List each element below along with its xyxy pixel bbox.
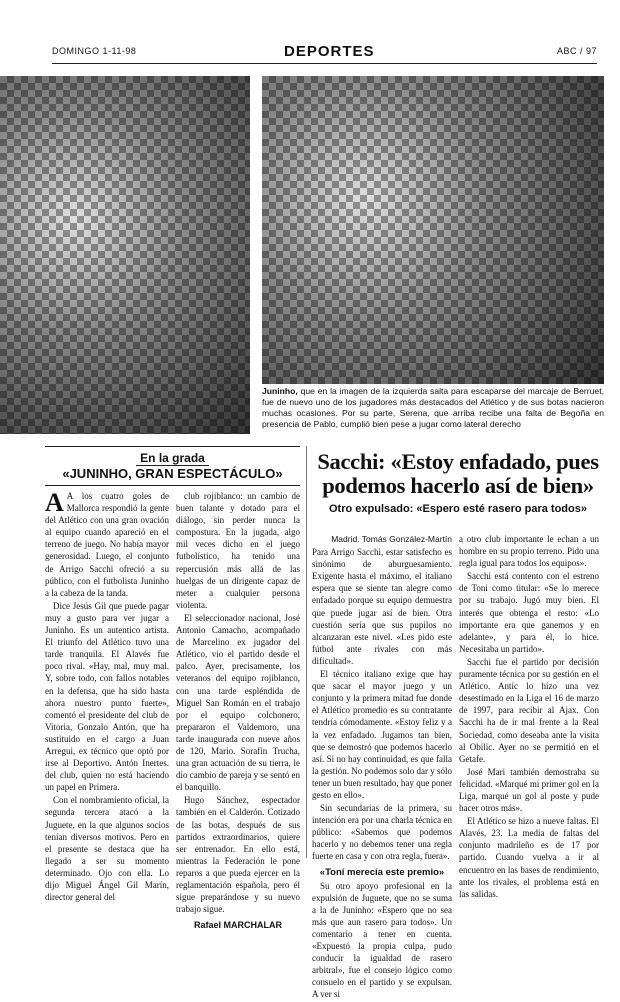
paragraph: club rojiblanco: un cambio de buen talante y dotado para el diálogo, sin perder nunca la compostura. En la jugada, algo mil veces dicho en el juego futbolístico, ha tenido una repercusión más allá de las huelgas de un dirigente capaz de meter a cualquier persona violenta. [176, 491, 300, 610]
author-signature: Rafael MARCHALAR [193, 920, 282, 931]
sidebar-column-2 [176, 490, 300, 932]
article-subheadline: Otro expulsado: «Espero esté rasero para todos» [329, 503, 587, 515]
issue-date: DOMINGO 1-11-98 [52, 46, 137, 56]
paragraph: Su otro apoyo profesional en la expulsión de Juguete, que no se suma a la de Juninho: «Espero que no sea más que aun rasero para todos». Un comentario a tener en cuenta. «Expuestó la propia culpa, pudo conducir la igualdad de rasero arbitral», fue el consejo lógico como consuelo en el partido y se expulsan. A ver si [312, 880, 452, 1000]
paragraph: El seleccionador nacional, José Antonio Camacho, acompañado de Marcelino ex jugador del Atlético, vio el partido desde el palco. Ayer, precisamente, los veteranos del equipo rojiblanco, con una tarde espléndida de Miguel San Román en el trabajo por el equipo colchonero, prepararon el Valdemoro, una tarde inaugurada con nueve años de 120, Mario. Sorafín Trucha, una gran actuación de su tierra, le dio cambio de pareja y se sentó en el banquillo. [176, 612, 300, 793]
paragraph [45, 490, 169, 599]
sidebar-column-1 [45, 490, 169, 904]
article-column-1 [312, 533, 452, 1002]
photo-caption [262, 386, 604, 430]
page-header [52, 42, 597, 64]
kicker-label: En la grada [136, 451, 209, 466]
paragraph: Para Arrigo Sacchi, estar satisfecho es sinónimo de aburguesamiento. Exigente hasta el máximo, el italiano espera que se siente tan alegre como enfadado porque su equipo demuestra que puede jugar así de bien. Otra cuestión sería que sus pupilos no alcanzaran este nivel. «Les pido este fútbol ante rivales con más dificultad». [312, 547, 452, 666]
section-title: DEPORTES [284, 43, 375, 60]
sidebar-title: «JUNINHO, GRAN ESPECTÁCULO» [45, 466, 300, 486]
paragraph: José Mari también demostraba su felicidad. «Marqué mi primer gol en la Liga, marqué un gol al poste y pude hacer otros más». [459, 766, 599, 814]
photo-serena [262, 76, 604, 384]
article-subhead: «Toni merecía este premio» [319, 866, 445, 878]
drop-cap: A [45, 488, 64, 517]
photo-credit: ABC [242, 347, 248, 360]
article-byline: Madrid. Tomás González-Martín [331, 534, 452, 544]
article-headline: Sacchi: «Estoy enfadado, pues podemos hacerlo así de bien» [317, 449, 599, 498]
paragraph: Sin secundarias de la primera, su intención era por una charla técnica en público: «Sabemos que podemos hacerlo y no debemos tener una regla fuerte en casa y con otra regla, fuera». [312, 803, 452, 862]
sidebar-kicker [45, 446, 300, 467]
paragraph: Dice Jesús Gil que puede pagar muy a gusto para ver jugar a Juninho. Es un autentico artista. El triunfo del Atlético tuvo una tarde tranquila. El Alavés fue poco rival. «Hay, mal, muy mal. Y, sobre todo, con fallos notables en la defensa, que ha sido hasta ahora nuestro punto fuerte», comentó el presidente del club de Vitoria, Gonzalo Antón, que ha sustituido en el cargo a Juan Arregui, ex técnico que optó por irse al Deportivo. Antón Inertes. del club, quien no está haciendo un papel en Primera. [45, 600, 169, 793]
paragraph-text: A los cuatro goles de Mallorca respondió la gente del Atlético con una gran ovación al equipo cuando apareció en el terreno de juego. No había mayor generosidad. Luego, el conjunto de Arrigo Sacchi ofreció a su público, con el futbolista Juninho a la cabeza de la tanda. [45, 491, 169, 598]
paragraph: Con el nombramiento oficial, la segunda tercera atacó a la Juguete, en la que algunos socios tenían diversos motivos. Pero en el presente se destaca que ha llegado a ser su momento determinado. Ojo con ella. Lo dijo Miguel Ángel Gil Marín, director general del [45, 795, 169, 903]
paragraph: El Atlético se hizo a nueve faltas. El Alavés, 23. La media de faltas del conjunto madrileño es de 17 por partido. Cuando vuelva a ir al encuentro en las bases de rendimiento, ante los rivales, el problema está en las salidas. [459, 816, 599, 899]
photo-juninho [0, 76, 250, 434]
article-column-2 [459, 533, 599, 901]
caption-text: que en la imagen de la izquierda salta para escaparse del marcaje de Berruet, fue de nuevo uno de los jugadores más destacados del Atlético y de sus botas nacieron muchas ocasiones. Por su parte, Serena, que arriba recibe una falta de Begoña en presencia de Pablo, cumplió bien pese a jugar como lateral derecho [262, 386, 604, 429]
page-number: ABC / 97 [556, 46, 597, 56]
paragraph: Sacchi está contento con el estreno de Toni como titular: «Se lo merece por su trabajo. Jugó muy bien. El interés que obtenga el resto: «Lo importante era que ganemos y en adelante», y para él, lo hice. Necesitaba un partido». [459, 571, 599, 654]
paragraph: a otro club importante le echan a un hombre en su propio terreno. Pido una regla igual para todos los equipos». [459, 534, 599, 569]
paragraph: Hugo Sánchez, espectador también en el Calderón. Cotizado de las botas, después de sus partidos extraordinarios, quiere ser entrenador. En ello está, mientras la Federación le pone reparos a que pueda ejercer en la reglamentación española, pero él sigue preparándose y su nuevo trabajo sigue. [176, 795, 300, 915]
column-divider [306, 446, 307, 858]
paragraph: El técnico italiano exige que hay que sacar el mayor juego y un conjunto y la primera mitad fue donde el Atlético promedio es su contratante tendría cómodamente. «Estoy feliz y a la vez enfadado. Jugamos tan bien, que se demostró que podemos hacerlo así. Si no hay continuidad, es que falla la gestión. No podemos solo dar y sólo tener un buen resultado, hay que poner gesto en ello». [312, 669, 452, 800]
caption-lead: Juninho, [262, 386, 298, 396]
paragraph: Sacchi fue el partido por decisión puramente técnica por su gestión en el Atlético. Antic lo hizo una vez desestimado en la Liga el 16 de marzo de 1997, para recibir al Ajax. Con Sacchi ha de ir mal frente a la Real Sociedad, como deseaba ante la visita al Obilic. Ayer no se permitió en el Getafe. [459, 656, 599, 764]
